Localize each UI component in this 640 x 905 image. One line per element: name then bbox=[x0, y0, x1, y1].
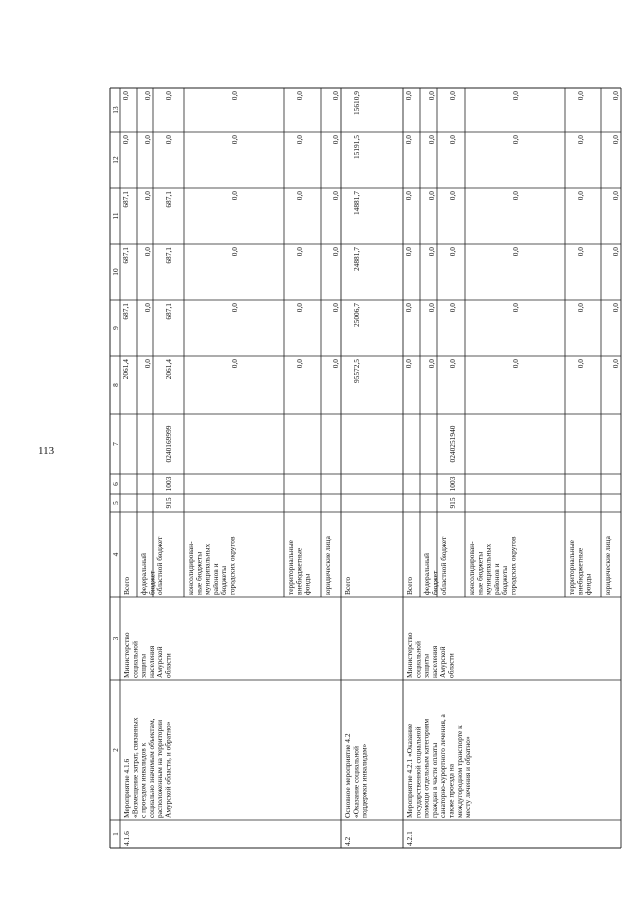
funding-source: федеральный bbox=[139, 553, 148, 595]
column-header: 2 bbox=[111, 748, 120, 752]
funding-source: юридические лица bbox=[603, 536, 612, 595]
amount-value: 0,0 bbox=[427, 247, 436, 257]
amount-value: 687,1 bbox=[164, 303, 173, 320]
measure-name: также проезда на bbox=[446, 763, 456, 818]
amount-value: 0,0 bbox=[511, 191, 520, 201]
funding-source: областной бюджет bbox=[155, 536, 164, 595]
amount-value: 0,0 bbox=[295, 359, 304, 369]
measure-name: санаторно-курортного лечения, а bbox=[438, 714, 448, 818]
column-header: 6 bbox=[111, 482, 120, 486]
funding-source: фонды bbox=[302, 573, 312, 595]
code-gr: 915 bbox=[164, 497, 173, 509]
measure-name: Мероприятие 4.1.6 bbox=[122, 758, 131, 818]
amount-value: 0,0 bbox=[511, 359, 520, 369]
funding-source: территориальные bbox=[567, 540, 576, 595]
amount-value: 0,0 bbox=[427, 303, 436, 313]
amount-value: 0,0 bbox=[576, 359, 585, 369]
amount-value: 0,0 bbox=[611, 135, 620, 145]
amount-value: 0,0 bbox=[230, 359, 239, 369]
amount-value: 95572,5 bbox=[352, 359, 361, 384]
amount-value: 0,0 bbox=[576, 247, 585, 257]
funding-source: ные бюджеты bbox=[194, 551, 204, 595]
amount-value: 0,0 bbox=[448, 191, 457, 201]
amount-value: 0,0 bbox=[230, 247, 239, 257]
executor-name: населения bbox=[146, 645, 156, 678]
amount-value: 0,0 bbox=[576, 135, 585, 145]
amount-value: 0,0 bbox=[164, 91, 173, 101]
amount-value: 24881,7 bbox=[352, 247, 361, 272]
amount-value: 0,0 bbox=[295, 247, 304, 257]
amount-value: 0,0 bbox=[576, 303, 585, 313]
amount-value: 0,0 bbox=[427, 91, 436, 101]
amount-value: 0,0 bbox=[404, 91, 413, 101]
column-header: 13 bbox=[111, 106, 120, 114]
amount-value: 0,0 bbox=[404, 191, 413, 201]
amount-value: 0,0 bbox=[230, 303, 239, 313]
funding-source: областной бюджет bbox=[439, 536, 448, 595]
executor-name: населения bbox=[429, 645, 439, 678]
funding-source: федеральный bbox=[422, 553, 431, 595]
amount-value: 0,0 bbox=[448, 91, 457, 101]
funding-source: Всего bbox=[122, 576, 131, 595]
amount-value: 0,0 bbox=[404, 359, 413, 369]
column-header: 4 bbox=[111, 552, 120, 557]
amount-value: 0,0 bbox=[295, 303, 304, 313]
column-header: 7 bbox=[111, 442, 120, 446]
funding-source: Всего bbox=[343, 576, 352, 595]
measure-name: Амурской области, и обратно» bbox=[163, 721, 173, 818]
executor-name: защиты bbox=[138, 653, 148, 678]
amount-value: 0,0 bbox=[143, 135, 152, 145]
amount-value: 2061,4 bbox=[121, 359, 130, 380]
page-number: 113 bbox=[38, 445, 55, 457]
amount-value: 0,0 bbox=[143, 303, 152, 313]
executor-name: Амурской bbox=[438, 646, 448, 678]
amount-value: 687,1 bbox=[121, 247, 130, 264]
measure-name: с проездом инвалидов к bbox=[138, 742, 148, 818]
executor-name: Амурской bbox=[155, 646, 165, 678]
amount-value: 15191,5 bbox=[352, 135, 361, 160]
measure-name: месту лечения и обратно» bbox=[463, 736, 473, 818]
row-number: 4.1.6 bbox=[122, 831, 131, 846]
amount-value: 0,0 bbox=[576, 91, 585, 101]
amount-value: 15610,9 bbox=[352, 91, 361, 116]
funding-source: фонды bbox=[583, 573, 593, 595]
amount-value: 0,0 bbox=[331, 247, 340, 257]
funding-source: бюджет bbox=[430, 570, 440, 595]
amount-value: 0,0 bbox=[404, 135, 413, 145]
column-header: 9 bbox=[111, 326, 120, 330]
column-header: 5 bbox=[111, 501, 120, 505]
measure-name: граждан в части оплаты bbox=[429, 742, 439, 818]
amount-value: 0,0 bbox=[331, 191, 340, 201]
column-header: 10 bbox=[111, 268, 120, 276]
amount-value: 0,0 bbox=[427, 359, 436, 369]
amount-value: 0,0 bbox=[611, 359, 620, 369]
column-header: 12 bbox=[111, 156, 120, 164]
amount-value: 0,0 bbox=[331, 91, 340, 101]
funding-source: районов и bbox=[210, 563, 220, 595]
funding-source: внебюджетные bbox=[294, 547, 304, 595]
amount-value: 0,0 bbox=[611, 303, 620, 313]
funding-source: районов и bbox=[491, 563, 501, 595]
amount-value: 0,0 bbox=[230, 191, 239, 201]
executor-name: социальной bbox=[130, 641, 140, 678]
measure-name: Основное мероприятие 4.2 bbox=[343, 733, 352, 818]
amount-value: 0,0 bbox=[143, 359, 152, 369]
amount-value: 687,1 bbox=[121, 303, 130, 320]
measure-name: социально значимым объектам, bbox=[146, 718, 156, 818]
measure-name: Мероприятие 4.2.1 «Оказание bbox=[405, 723, 414, 818]
measure-name: «Оказание социальной bbox=[351, 746, 361, 818]
amount-value: 687,1 bbox=[164, 247, 173, 264]
amount-value: 0,0 bbox=[448, 303, 457, 313]
amount-value: 0,0 bbox=[331, 303, 340, 313]
amount-value: 687,1 bbox=[121, 191, 130, 208]
executor-name: Министерство bbox=[405, 632, 414, 678]
code-csr: 0240251940 bbox=[448, 425, 457, 463]
funding-source: бюджет bbox=[147, 570, 157, 595]
code-rz: 1003 bbox=[164, 476, 173, 492]
executor-name: области bbox=[446, 653, 456, 678]
funding-source: юридические лица bbox=[323, 536, 332, 595]
column-header: 3 bbox=[111, 636, 120, 641]
amount-value: 0,0 bbox=[121, 135, 130, 145]
executor-name: области bbox=[163, 653, 173, 678]
row-number: 4.2 bbox=[343, 836, 352, 846]
funding-source: муниципальных bbox=[483, 543, 493, 595]
amount-value: 0,0 bbox=[143, 91, 152, 101]
measure-name: расположенным на территории bbox=[155, 719, 165, 818]
executor-name: защиты bbox=[421, 653, 431, 678]
measure-name: государственной социальной bbox=[413, 726, 423, 818]
funding-source: муниципальных bbox=[202, 543, 212, 595]
funding-source: городских округов bbox=[508, 536, 518, 595]
amount-value: 0,0 bbox=[121, 91, 130, 101]
amount-value: 0,0 bbox=[427, 191, 436, 201]
amount-value: 0,0 bbox=[143, 191, 152, 201]
funding-source: бюджеты bbox=[219, 565, 229, 595]
measure-name: междугородном транспорте к bbox=[454, 725, 464, 818]
amount-value: 0,0 bbox=[295, 91, 304, 101]
measure-name: «Возмещение затрат, связанных bbox=[130, 717, 140, 818]
code-rz: 1003 bbox=[448, 476, 457, 492]
amount-value: 0,0 bbox=[331, 359, 340, 369]
measure-name: поддержки инвалидам» bbox=[359, 743, 369, 818]
column-header: 1 bbox=[111, 832, 120, 836]
amount-value: 0,0 bbox=[230, 135, 239, 145]
code-csr: 0240169999 bbox=[164, 425, 173, 463]
amount-value: 0,0 bbox=[611, 191, 620, 201]
amount-value: 0,0 bbox=[230, 91, 239, 101]
column-header: 11 bbox=[111, 212, 120, 220]
measure-name: помощи отдельным категориям bbox=[421, 719, 431, 818]
amount-value: 14881,7 bbox=[352, 191, 361, 216]
amount-value: 0,0 bbox=[511, 135, 520, 145]
amount-value: 0,0 bbox=[404, 303, 413, 313]
amount-value: 0,0 bbox=[164, 135, 173, 145]
funding-source: городских округов bbox=[227, 536, 237, 595]
amount-value: 0,0 bbox=[576, 191, 585, 201]
column-header: 8 bbox=[111, 383, 120, 387]
amount-value: 0,0 bbox=[511, 91, 520, 101]
amount-value: 0,0 bbox=[511, 247, 520, 257]
funding-source: бюджеты bbox=[500, 565, 510, 595]
funding-source: консолидирован- bbox=[186, 541, 195, 595]
amount-value: 0,0 bbox=[143, 247, 152, 257]
amount-value: 2061,4 bbox=[164, 359, 173, 380]
amount-value: 0,0 bbox=[331, 135, 340, 145]
funding-source: консолидирован- bbox=[467, 541, 476, 595]
executor-name: Министерство bbox=[122, 632, 131, 678]
row-number: 4.2.1 bbox=[405, 831, 414, 846]
amount-value: 0,0 bbox=[295, 191, 304, 201]
amount-value: 0,0 bbox=[448, 135, 457, 145]
amount-value: 0,0 bbox=[295, 135, 304, 145]
amount-value: 25006,7 bbox=[352, 303, 361, 328]
amount-value: 687,1 bbox=[164, 191, 173, 208]
funding-source: ные бюджеты bbox=[475, 551, 485, 595]
amount-value: 0,0 bbox=[511, 303, 520, 313]
code-gr: 915 bbox=[448, 497, 457, 509]
amount-value: 0,0 bbox=[448, 359, 457, 369]
funding-source: территориальные bbox=[286, 540, 295, 595]
funding-source: Всего bbox=[405, 576, 414, 595]
funding-source: внебюджетные bbox=[575, 547, 585, 595]
amount-value: 0,0 bbox=[427, 135, 436, 145]
amount-value: 0,0 bbox=[611, 91, 620, 101]
table-group bbox=[110, 88, 621, 848]
amount-value: 0,0 bbox=[611, 247, 620, 257]
amount-value: 0,0 bbox=[404, 247, 413, 257]
amount-value: 0,0 bbox=[448, 247, 457, 257]
executor-name: социальной bbox=[413, 641, 423, 678]
